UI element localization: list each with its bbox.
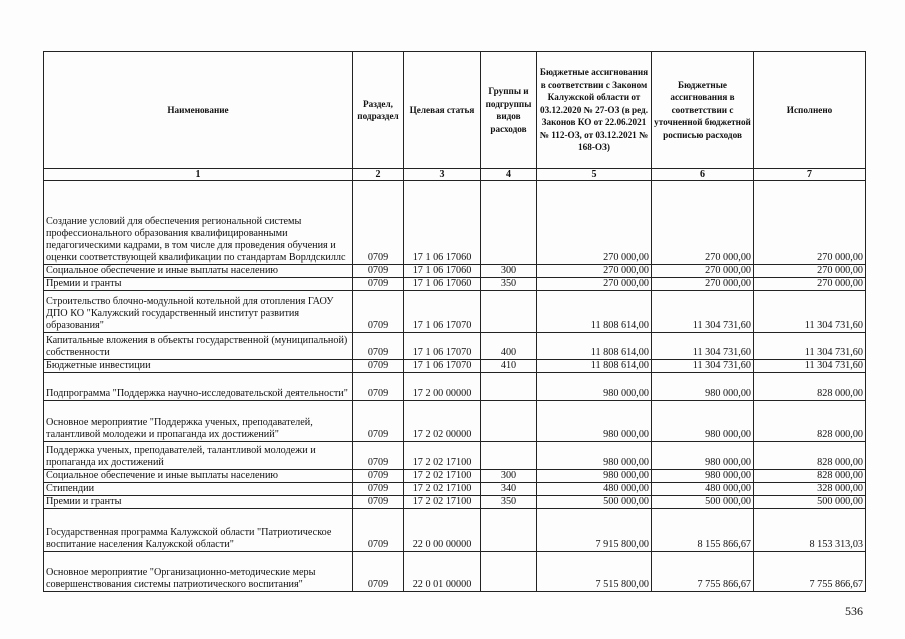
row-group: 300: [481, 470, 537, 483]
table-row: [44, 401, 866, 442]
row-target: 17 1 06 17070: [404, 360, 481, 373]
row-law: 980 000,00: [537, 401, 652, 442]
row-section: 0709: [353, 291, 404, 333]
column-number: 5: [537, 169, 652, 181]
column-header-executed: Исполнено: [754, 52, 866, 169]
table-row: [44, 333, 866, 360]
row-executed: 328 000,00: [754, 483, 866, 496]
row-name: Капитальные вложения в объекты государственной (муниципальной) собственности: [44, 333, 353, 360]
row-section: 0709: [353, 442, 404, 470]
row-refined: 7 755 866,67: [652, 552, 754, 592]
column-number-row: [44, 169, 866, 181]
row-name: Подпрограмма "Поддержка научно-исследовательской деятельности": [44, 373, 353, 401]
row-group: [481, 552, 537, 592]
row-refined: 11 304 731,60: [652, 360, 754, 373]
column-header-target: Целевая статья: [404, 52, 481, 169]
table-row: [44, 265, 866, 278]
row-target: 17 2 00 00000: [404, 373, 481, 401]
row-section: 0709: [353, 360, 404, 373]
table-row: [44, 360, 866, 373]
table-row: [44, 181, 866, 265]
row-section: 0709: [353, 373, 404, 401]
row-refined: 980 000,00: [652, 373, 754, 401]
table-row: [44, 442, 866, 470]
row-executed: 828 000,00: [754, 401, 866, 442]
row-refined: 8 155 866,67: [652, 509, 754, 552]
row-group: [481, 442, 537, 470]
row-refined: 980 000,00: [652, 470, 754, 483]
row-refined: 480 000,00: [652, 483, 754, 496]
row-target: 17 2 02 00000: [404, 401, 481, 442]
row-target: 17 2 02 17100: [404, 442, 481, 470]
table-row: [44, 291, 866, 333]
column-number: 1: [44, 169, 353, 181]
row-section: 0709: [353, 278, 404, 291]
table-row: [44, 278, 866, 291]
column-header-refined: Бюджетные ассигнования в соответствии с уточненной бюджетной росписью расходов: [652, 52, 754, 169]
row-name: Основное мероприятие "Организационно-методические меры совершенствования системы патриотического воспитания": [44, 552, 353, 592]
row-refined: 270 000,00: [652, 278, 754, 291]
page-number: 536: [845, 604, 863, 618]
row-section: 0709: [353, 483, 404, 496]
row-group: [481, 181, 537, 265]
table-row: [44, 509, 866, 552]
row-target: 17 2 02 17100: [404, 496, 481, 509]
row-refined: 11 304 731,60: [652, 333, 754, 360]
table-row: [44, 496, 866, 509]
row-law: 270 000,00: [537, 181, 652, 265]
row-executed: 11 304 731,60: [754, 291, 866, 333]
row-target: 22 0 00 00000: [404, 509, 481, 552]
row-law: 270 000,00: [537, 265, 652, 278]
row-law: 500 000,00: [537, 496, 652, 509]
row-name: Создание условий для обеспечения региональной системы профессионального образования квалифицированными педагогическими кадрами, в том числе для проведения обучения и оценки соответствующей квалификации по стандартам Ворлдскиллс: [44, 181, 353, 265]
table-row: [44, 373, 866, 401]
column-header-group: Группы и подгруппы видов расходов: [481, 52, 537, 169]
row-name: Социальное обеспечение и иные выплаты населению: [44, 470, 353, 483]
row-executed: 828 000,00: [754, 373, 866, 401]
header-row: [44, 52, 866, 169]
row-group: [481, 291, 537, 333]
row-law: 7 915 800,00: [537, 509, 652, 552]
row-group: 400: [481, 333, 537, 360]
row-section: 0709: [353, 181, 404, 265]
row-name: Бюджетные инвестиции: [44, 360, 353, 373]
row-law: 11 808 614,00: [537, 333, 652, 360]
budget-table: [43, 51, 866, 592]
row-refined: 270 000,00: [652, 181, 754, 265]
row-target: 17 1 06 17070: [404, 333, 481, 360]
row-group: 350: [481, 496, 537, 509]
row-target: 22 0 01 00000: [404, 552, 481, 592]
row-target: 17 1 06 17060: [404, 278, 481, 291]
row-refined: 270 000,00: [652, 265, 754, 278]
row-section: 0709: [353, 401, 404, 442]
row-refined: 500 000,00: [652, 496, 754, 509]
row-name: Поддержка ученых, преподавателей, талантливой молодежи и пропаганда их достижений: [44, 442, 353, 470]
row-executed: 11 304 731,60: [754, 360, 866, 373]
row-group: 350: [481, 278, 537, 291]
row-executed: 828 000,00: [754, 470, 866, 483]
row-group: 410: [481, 360, 537, 373]
column-header-law: Бюджетные ассигнования в соответствии с Законом Калужской области от 03.12.2020 № 27-ОЗ (в ред. Законов КО от 22.06.2021 № 112-ОЗ, от 03.12.2021 № 168-ОЗ): [537, 52, 652, 169]
row-law: 7 515 800,00: [537, 552, 652, 592]
row-name: Стипендии: [44, 483, 353, 496]
row-name: Строительство блочно-модульной котельной для отопления ГАОУ ДПО КО "Калужский государственный институт развития образования": [44, 291, 353, 333]
row-group: 300: [481, 265, 537, 278]
row-name: Премии и гранты: [44, 496, 353, 509]
table-row: [44, 552, 866, 592]
row-law: 980 000,00: [537, 373, 652, 401]
column-header-section: Раздел, подраздел: [353, 52, 404, 169]
table-row: [44, 483, 866, 496]
row-law: 11 808 614,00: [537, 291, 652, 333]
column-number: 4: [481, 169, 537, 181]
row-name: Социальное обеспечение и иные выплаты населению: [44, 265, 353, 278]
row-section: 0709: [353, 552, 404, 592]
row-section: 0709: [353, 333, 404, 360]
row-executed: 500 000,00: [754, 496, 866, 509]
row-executed: 7 755 866,67: [754, 552, 866, 592]
table-body: [44, 181, 866, 592]
row-executed: 828 000,00: [754, 442, 866, 470]
row-name: Премии и гранты: [44, 278, 353, 291]
column-number: 7: [754, 169, 866, 181]
row-target: 17 1 06 17060: [404, 265, 481, 278]
row-law: 480 000,00: [537, 483, 652, 496]
row-section: 0709: [353, 496, 404, 509]
row-group: [481, 401, 537, 442]
row-section: 0709: [353, 265, 404, 278]
row-law: 980 000,00: [537, 442, 652, 470]
row-name: Государственная программа Калужской области "Патриотическое воспитание населения Калужской области": [44, 509, 353, 552]
row-executed: 11 304 731,60: [754, 333, 866, 360]
row-target: 17 2 02 17100: [404, 470, 481, 483]
row-executed: 270 000,00: [754, 181, 866, 265]
row-target: 17 1 06 17060: [404, 181, 481, 265]
row-law: 980 000,00: [537, 470, 652, 483]
column-header-name: Наименование: [44, 52, 353, 169]
row-law: 11 808 614,00: [537, 360, 652, 373]
row-law: 270 000,00: [537, 278, 652, 291]
row-group: [481, 509, 537, 552]
row-refined: 980 000,00: [652, 401, 754, 442]
row-executed: 8 153 313,03: [754, 509, 866, 552]
row-section: 0709: [353, 509, 404, 552]
row-target: 17 2 02 17100: [404, 483, 481, 496]
row-executed: 270 000,00: [754, 278, 866, 291]
row-refined: 980 000,00: [652, 442, 754, 470]
column-number: 2: [353, 169, 404, 181]
table-row: [44, 470, 866, 483]
column-number: 3: [404, 169, 481, 181]
row-group: 340: [481, 483, 537, 496]
row-refined: 11 304 731,60: [652, 291, 754, 333]
row-executed: 270 000,00: [754, 265, 866, 278]
row-group: [481, 373, 537, 401]
row-target: 17 1 06 17070: [404, 291, 481, 333]
row-section: 0709: [353, 470, 404, 483]
row-name: Основное мероприятие "Поддержка ученых, преподавателей, талантливой молодежи и пропаганда их достижений": [44, 401, 353, 442]
column-number: 6: [652, 169, 754, 181]
